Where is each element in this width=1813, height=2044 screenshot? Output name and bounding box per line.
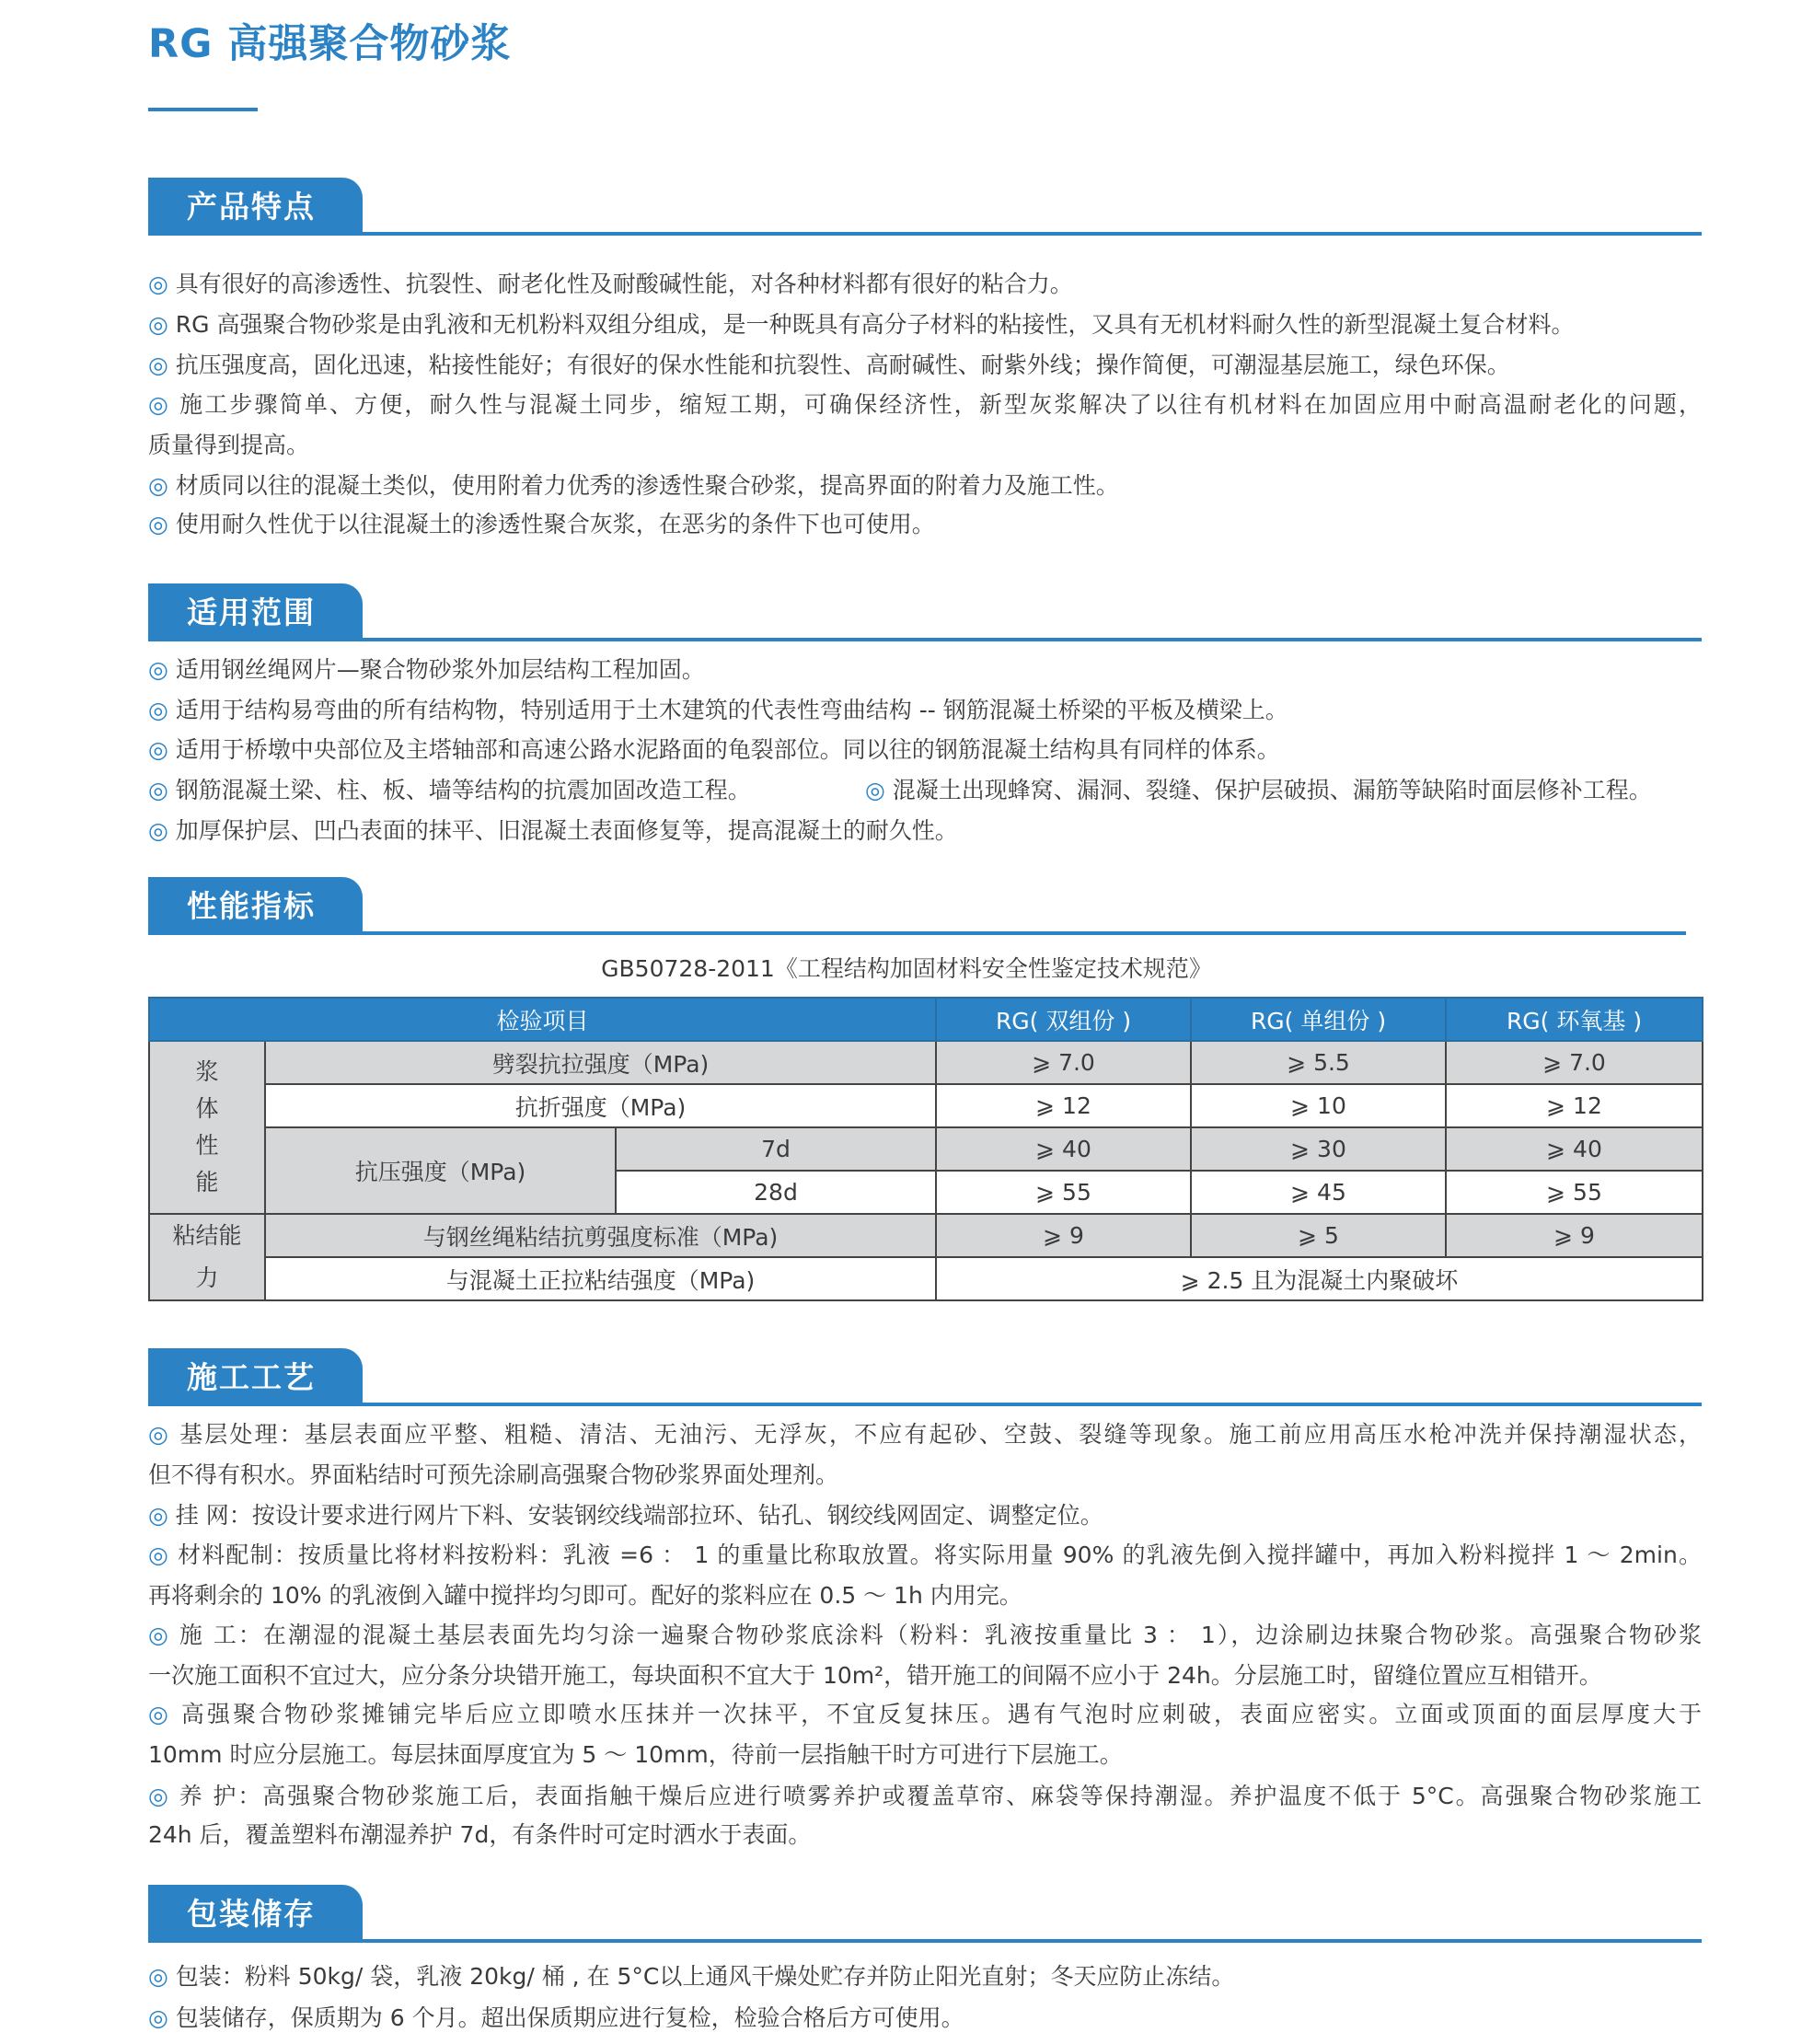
table-row bbox=[149, 1084, 1703, 1127]
table-row bbox=[149, 1127, 1703, 1171]
section-heading-performance bbox=[148, 877, 1702, 935]
group-text: 浆体性能 bbox=[195, 1058, 219, 1195]
list-item bbox=[148, 1735, 1702, 1775]
section-heading-scope bbox=[148, 583, 1702, 641]
list-item bbox=[148, 504, 1702, 545]
list-item bbox=[148, 690, 1702, 731]
list-item bbox=[148, 425, 1702, 466]
section-rule bbox=[148, 931, 1686, 935]
value-cell: ⩾ 40 bbox=[936, 1127, 1191, 1171]
header-item: 检验项目 bbox=[149, 998, 936, 1041]
list-item-text: 具有很好的高渗透性、抗裂性、耐老化性及耐酸碱性能，对各种材料都有很好的粘合力。 bbox=[175, 271, 1073, 297]
list-item-text: 抗压强度高，固化迅速，粘接性能好；有很好的保水性能和抗裂性、高耐碱性、耐紫外线；操作简便，可潮湿基层施工，绿色环保。 bbox=[175, 352, 1510, 378]
section-rule bbox=[148, 1939, 1702, 1943]
bullet-icon: ◎ bbox=[148, 1542, 169, 1568]
group-text: 粘结能力 bbox=[172, 1222, 242, 1291]
bullet-icon: ◎ bbox=[148, 1783, 170, 1809]
value-cell: ⩾ 12 bbox=[1446, 1084, 1703, 1127]
list-item-text: 包装储存，保质期为 6 个月。超出保质期应进行复检，检验合格后方可使用。 bbox=[175, 2004, 964, 2031]
list-item-text: 包装：粉料 50kg/ 袋，乳液 20kg/ 桶 , 在 5°C以上通风干燥处贮存并防止阳光直射；冬天应防止冻结。 bbox=[175, 1963, 1235, 1990]
table-row bbox=[149, 1257, 1703, 1300]
list-item-text: 钢筋混凝土梁、柱、板、墙等结构的抗震加固改造工程。 bbox=[175, 777, 751, 803]
list-item-text: 材质同以往的混凝土类似，使用附着力优秀的渗透性聚合砂浆，提高界面的附着力及施工性。 bbox=[175, 472, 1119, 499]
section-title: 性能指标 bbox=[148, 877, 363, 935]
group-label bbox=[149, 1041, 265, 1214]
list-item bbox=[148, 1576, 1702, 1616]
list-item bbox=[148, 650, 1702, 690]
list-item-text: 24h 后，覆盖塑料布潮湿养护 7d，有条件时可定时洒水于表面。 bbox=[148, 1821, 812, 1848]
bullet-icon: ◎ bbox=[865, 777, 885, 803]
bullet-icon: ◎ bbox=[148, 1421, 170, 1448]
item-cell: 抗折强度（MPa) bbox=[265, 1084, 936, 1127]
value-cell: ⩾ 30 bbox=[1191, 1127, 1446, 1171]
list-item bbox=[148, 730, 1702, 770]
bullet-icon: ◎ bbox=[148, 271, 168, 297]
sub-item-cell: 7d bbox=[616, 1127, 936, 1171]
list-item bbox=[148, 1776, 1702, 1817]
list-item bbox=[148, 1615, 1702, 1656]
bullet-icon: ◎ bbox=[148, 1701, 171, 1727]
header-rg-epoxy: RG( 环氧基 ) bbox=[1446, 998, 1703, 1041]
value-cell: ⩾ 9 bbox=[936, 1214, 1191, 1257]
list-item bbox=[148, 1998, 1702, 2038]
list-item bbox=[148, 1495, 1702, 1536]
item-cell: 与混凝土正拉粘结强度（MPa) bbox=[265, 1257, 936, 1300]
list-item-text: 适用于桥墩中央部位及主塔轴部和高速公路水泥路面的龟裂部位。同以往的钢筋混凝土结构具有同样的体系。 bbox=[175, 736, 1280, 763]
title-underline bbox=[148, 108, 258, 111]
list-item bbox=[148, 1535, 1702, 1576]
table-row bbox=[149, 1041, 1703, 1084]
list-item-text: 10mm 时应分层施工。每层抹面厚度宜为 5 ～ 10mm，待前一层指触干时方可进行下层施工。 bbox=[148, 1741, 1123, 1768]
section-title: 包装储存 bbox=[148, 1885, 363, 1943]
list-item bbox=[148, 1455, 1702, 1495]
section-title: 产品特点 bbox=[148, 178, 363, 236]
value-cell: ⩾ 7.0 bbox=[1446, 1041, 1703, 1084]
list-item-text: 使用耐久性优于以往混凝土的渗透性聚合灰浆，在恶劣的条件下也可使用。 bbox=[175, 511, 935, 537]
item-cell: 抗压强度（MPa) bbox=[265, 1127, 616, 1214]
bullet-icon: ◎ bbox=[148, 817, 168, 844]
section-heading-process bbox=[148, 1348, 1702, 1406]
list-item-text: 施工步骤简单、方便，耐久性与混凝土同步，缩短工期，可确保经济性，新型灰浆解决了以往有机材料在加固应用中耐高温耐老化的问题， bbox=[179, 391, 1702, 418]
bullet-icon: ◎ bbox=[148, 656, 168, 683]
list-item-text: ◎ 材料配制：按质量比将材料按粉料：乳液 =6 ： 1 的重量比称取放置。将实际用量 90% 的乳液先倒入搅拌罐中，再加入粉料搅拌 1 ～ 2min。 bbox=[148, 1542, 1702, 1568]
list-item-text: 加厚保护层、凹凸表面的抹平、旧混凝土表面修复等，提高混凝土的耐久性。 bbox=[175, 817, 958, 844]
value-cell: ⩾ 9 bbox=[1446, 1214, 1703, 1257]
list-item bbox=[148, 466, 1702, 506]
value-cell: ⩾ 12 bbox=[936, 1084, 1191, 1127]
value-cell: ⩾ 5 bbox=[1191, 1214, 1446, 1257]
standard-caption: GB50728-2011《工程结构加固材料安全性鉴定技术规范》 bbox=[601, 955, 1212, 982]
list-item-text: ◎ 基层处理：基层表面应平整、粗糙、清洁、无油污、无浮灰，不应有起砂、空鼓、裂缝等现象。施工前应用高压水枪冲洗并保持潮湿状态， bbox=[148, 1421, 1702, 1448]
value-cell: ⩾ 10 bbox=[1191, 1084, 1446, 1127]
list-item-text: 一次施工面积不宜过大，应分条分块错开施工，每块面积不宜大于 10m²，错开施工的间隔不应小于 24h。分层施工时，留缝位置应互相错开。 bbox=[148, 1662, 1602, 1689]
list-item bbox=[148, 305, 1702, 345]
value-cell: ⩾ 55 bbox=[1446, 1171, 1703, 1214]
table-row bbox=[149, 1214, 1703, 1257]
list-item bbox=[148, 385, 1702, 425]
page-title: RG 高强聚合物砂浆 bbox=[148, 21, 512, 67]
bullet-icon: ◎ bbox=[148, 391, 170, 418]
merged-value-cell: ⩾ 2.5 且为混凝土内聚破坏 bbox=[936, 1257, 1703, 1300]
list-item-text: 再将剩余的 10% 的乳液倒入罐中搅拌均匀即可。配好的浆料应在 0.5 ～ 1h 内用完。 bbox=[148, 1582, 1022, 1609]
section-rule bbox=[148, 638, 1702, 641]
list-item-text: 混凝土出现蜂窝、漏洞、裂缝、保护层破损、漏筋等缺陷时面层修补工程。 bbox=[892, 777, 1652, 803]
list-item-text: 适用于结构易弯曲的所有结构物，特别适用于土木建筑的代表性弯曲结构 -- 钢筋混凝土桥梁的平板及横梁上。 bbox=[175, 697, 1288, 723]
section-rule bbox=[148, 232, 1702, 236]
list-item bbox=[148, 1415, 1702, 1455]
list-item-text: ◎ 挂 网：按设计要求进行网片下料、安装钢绞线端部拉环、钻孔、钢绞线网固定、调整定位。 bbox=[148, 1502, 1103, 1529]
group-label bbox=[149, 1214, 265, 1300]
bullet-icon: ◎ bbox=[148, 777, 168, 803]
list-item-text: 质量得到提高。 bbox=[148, 432, 310, 458]
section-rule bbox=[148, 1403, 1702, 1406]
bullet-icon: ◎ bbox=[148, 2004, 168, 2031]
section-title: 施工工艺 bbox=[148, 1348, 363, 1406]
bullet-icon: ◎ bbox=[148, 697, 168, 723]
value-cell: ⩾ 45 bbox=[1191, 1171, 1446, 1214]
header-rg-one: RG( 单组份 ) bbox=[1191, 998, 1446, 1041]
value-cell: ⩾ 55 bbox=[936, 1171, 1191, 1214]
item-cell: 劈裂抗拉强度（MPa) bbox=[265, 1041, 936, 1084]
list-item-text: 但不得有积水。界面粘结时可预先涂刷高强聚合物砂浆界面处理剂。 bbox=[148, 1461, 839, 1488]
list-item-text: ◎ 高强聚合物砂浆摊铺完毕后应立即喷水压抹并一次抹平，不宜反复抹压。遇有气泡时应刺破，表面应密实。立面或顶面的面层厚度大于 bbox=[148, 1701, 1702, 1727]
bullet-icon: ◎ bbox=[148, 472, 168, 499]
list-item bbox=[148, 1815, 1702, 1855]
bullet-icon: ◎ bbox=[148, 1963, 168, 1990]
bullet-icon: ◎ bbox=[148, 511, 168, 537]
list-item bbox=[865, 770, 1652, 811]
section-heading-features bbox=[148, 178, 1702, 236]
bullet-icon: ◎ bbox=[148, 352, 168, 378]
bullet-icon: ◎ bbox=[148, 736, 168, 763]
item-cell: 与钢丝绳粘结抗剪强度标准（MPa) bbox=[265, 1214, 936, 1257]
performance-table bbox=[148, 997, 1703, 1301]
list-item-text: RG 高强聚合物砂浆是由乳液和无机粉料双组分组成，是一种既具有高分子材料的粘接性，又具有无机材料耐久性的新型混凝土复合材料。 bbox=[175, 311, 1575, 338]
section-heading-storage bbox=[148, 1885, 1702, 1943]
list-item-text: ◎ 养 护：高强聚合物砂浆施工后，表面指触干燥后应进行喷雾养护或覆盖草帘、麻袋等保持潮湿。养护温度不低于 5°C。高强聚合物砂浆施工 bbox=[148, 1783, 1702, 1809]
list-item bbox=[148, 1957, 1702, 1997]
value-cell: ⩾ 5.5 bbox=[1191, 1041, 1446, 1084]
list-item bbox=[148, 1656, 1702, 1696]
value-cell: ⩾ 7.0 bbox=[936, 1041, 1191, 1084]
list-item bbox=[148, 811, 1702, 851]
list-item-text: 适用钢丝绳网片—聚合物砂浆外加层结构工程加固。 bbox=[175, 656, 705, 683]
bullet-icon: ◎ bbox=[148, 1502, 168, 1529]
value-cell: ⩾ 40 bbox=[1446, 1127, 1703, 1171]
list-item bbox=[148, 264, 1702, 305]
bullet-icon: ◎ bbox=[148, 1622, 170, 1648]
list-item-text: ◎ 施 工：在潮湿的混凝土基层表面先均匀涂一遍聚合物砂浆底涂料（粉料：乳液按重量比 3 ： 1），边涂刷边抹聚合物砂浆。高强聚合物砂浆 bbox=[148, 1622, 1702, 1648]
header-rg-two: RG( 双组份 ) bbox=[936, 998, 1191, 1041]
section-title: 适用范围 bbox=[148, 583, 363, 641]
list-item bbox=[148, 345, 1702, 386]
list-item bbox=[148, 1694, 1702, 1735]
bullet-icon: ◎ bbox=[148, 311, 168, 338]
sub-item-cell: 28d bbox=[616, 1171, 936, 1214]
table-header-row bbox=[149, 998, 1703, 1041]
